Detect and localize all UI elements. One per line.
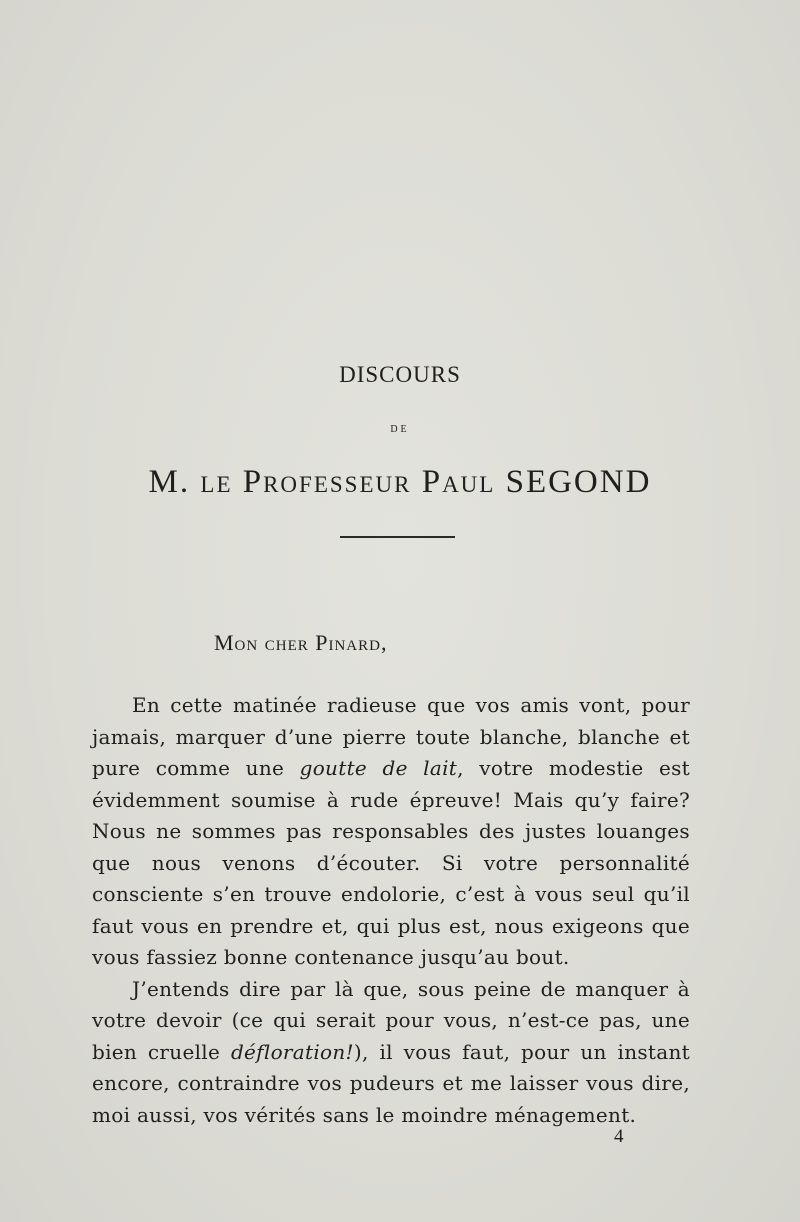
paragraph-2-part-a: J’entends dire par là que, sous peine de manquer à votre devoir (ce qui serait pour vous, n’est-ce pas, une bien cruelle: [92, 976, 690, 1064]
paragraph-1: [92, 690, 690, 974]
paragraph-2: [92, 974, 690, 1132]
horizontal-rule: [340, 536, 455, 538]
paragraph-1-part-a: En cette matinée radieuse que vos amis vont, pour jamais, marquer d’une pierre toute blanche, blanche et pure comme une: [92, 693, 690, 780]
heading-de: DE: [390, 424, 410, 435]
page-number: 4: [614, 1126, 624, 1147]
speaker-name: [0, 464, 800, 501]
speaker-name-middle: le Professeur Paul: [200, 464, 496, 500]
paragraph-2-italic: défloration!: [230, 1039, 354, 1064]
paragraph-1-part-b: , votre modestie est évidemment soumise à rude épreuve! Mais qu’y faire? Nous ne sommes pas responsables des justes louanges que nous venons d’écouter. Si votre personnalité consciente s’en trouve endolorie, c’est à vous seul qu’il faut vous en prendre et, qui plus est, nous exigeons que vous fassiez bonne contenance jusqu’au bout.: [92, 756, 690, 969]
salutation: Mon cher Pinard,: [214, 630, 388, 655]
discours-title: DISCOURS: [339, 362, 461, 387]
body-text: [92, 690, 690, 1131]
speaker-name-prefix: M.: [148, 464, 191, 500]
speaker-name-last: SEGOND: [505, 464, 652, 500]
paragraph-1-italic: goutte de lait: [299, 756, 458, 780]
paragraph-2-part-b: ), il vous faut, pour un instant encore, contraindre vos pudeurs et me laisser vous dire, moi aussi, vos vérités sans le moindre ménagement.: [92, 1039, 691, 1127]
